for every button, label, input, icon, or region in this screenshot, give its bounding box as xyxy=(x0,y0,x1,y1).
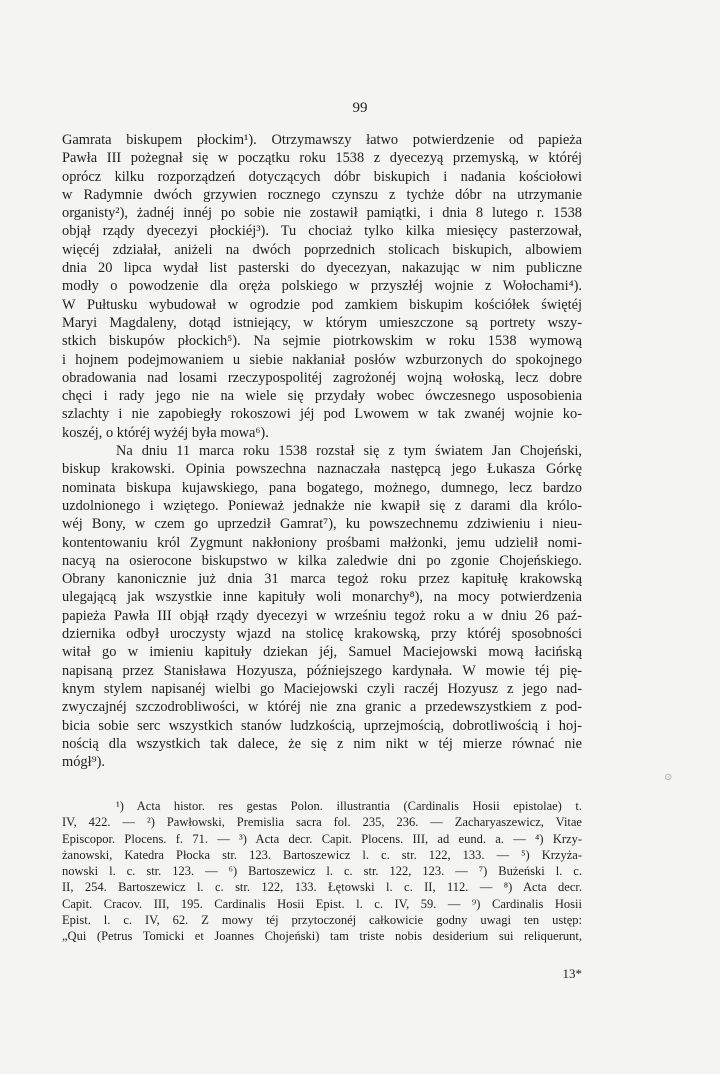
page-number: 99 xyxy=(352,100,368,116)
body-line: kontentowaniu król Zygmunt nakłoniony prośbami małżonki, jemu udzielił nomi- xyxy=(62,534,582,551)
footnote-line: nowski l. c. str. 123. — ⁶) Bartoszewicz l. c. str. 122, 123. — ⁷) Bużeński l. c. xyxy=(62,864,582,879)
footnote-line: IV, 422. — ²) Pawłowski, Premislia sacra fol. 235, 236. — Zacharyaszewicz, Vitae xyxy=(62,815,582,830)
body-line: bicia sobie serc wszystkich stanów ludzkością, uprzejmością, dobrotliwością i hoj- xyxy=(62,717,582,734)
body-line: Gamrata biskupem płockim¹). Otrzymawszy łatwo potwierdzenie od papieża xyxy=(62,132,582,148)
footnotes xyxy=(62,798,582,945)
body-line: uzdolnionego i wziętego. Ponieważ jednakże nie kwapił się z darami dla królo- xyxy=(62,497,582,514)
body-line: Maryi Magdaleny, dotąd istniejący, w którym umieszczone są portrety wszy- xyxy=(62,314,582,331)
body-line: chęci i rady jego nie na wiele się przydały wobec ówczesnego usposobienia xyxy=(62,388,582,405)
body-line: Na dniu 11 marca roku 1538 rozstał się z tym światem Jan Chojeński, xyxy=(116,443,582,460)
body-line: Pawła III pożegnał się w początku roku 1538 z dyecezyą przemyską, w któréj xyxy=(62,150,582,167)
footnote-line: II, 254. Bartoszewicz l. c. str. 122, 133. Łętowski l. c. II, 112. — ⁸) Acta decr. xyxy=(62,880,582,895)
signature-mark: 13* xyxy=(562,966,582,981)
body-line: oprócz kilku rozporządzeń dotyczących dóbr biskupich i nadania kościołowi xyxy=(62,168,582,185)
body-line: mógł⁹). xyxy=(62,754,105,771)
footnote-line: Episcopor. Plocens. f. 71. — ³) Acta decr. Capit. Plocens. III, ad eund. a. — ⁴) Krzy- xyxy=(62,831,582,846)
footnote-line: Epist. l. c. IV, 62. Z mowy téj przytoczonéj całkowicie godny uwagi ten ustęp: xyxy=(62,913,582,928)
body-line: w Radymnie dwóch grzywien rocznego czynszu z tychże dóbr na utrzymanie xyxy=(62,186,582,203)
body-line: nacyą na osierocone biskupstwo w kilka zaledwie dni po zgonie Chojeńskiego. xyxy=(62,552,582,569)
body-line: dziernika odbył uroczysty wjazd na stolicę krakowską, przy któréj sposobności xyxy=(62,626,582,643)
body-line: nością dla wszystkich tak dalece, że się z nim nikt w téj mierze równać nie xyxy=(62,735,582,752)
body-line: organisty²), żadnéj innéj po sobie nie zostawił pamiątki, i dnia 8 lutego r. 1538 xyxy=(62,205,582,222)
body-line: knym stylem napisanéj wielbi go Maciejowski czyli raczéj Hozyusz z jego nad- xyxy=(62,680,582,697)
body-line: witał go w imieniu kapituły dziekan jéj, Samuel Maciejowski mową łacińską xyxy=(62,644,582,661)
margin-mark-icon: ⊙ xyxy=(664,772,673,783)
body-line: zwyczajnéj szczodrobliwości, w któréj nie zna granic a przedewszystkiem z pod- xyxy=(62,699,582,716)
footnote-line: żanowski, Katedra Płocka str. 123. Bartoszewicz l. c. str. 122, 133. — ⁵) Krzyża- xyxy=(62,847,582,862)
footnote-line: ¹) Acta histor. res gestas Polon. illustrantia (Cardinalis Hosii epistolae) t. xyxy=(116,799,582,813)
body-line: nominata biskupa kujawskiego, pana bogatego, możnego, dumnego, lecz bardzo xyxy=(62,479,582,496)
footnote-line: Capit. Cracov. III, 195. Cardinalis Hosii Epist. l. c. IV, 59. — ⁹) Cardinalis Hosii xyxy=(62,896,582,911)
body-text xyxy=(62,131,582,771)
body-line: koszéj, o któréj wyżéj była mowa⁶). xyxy=(62,424,269,441)
body-line: i hojnem podejmowaniem u siebie nakłaniał posłów wzburzonych do spokojnego xyxy=(62,351,582,368)
body-line: W Pułtusku wybudował w ogrodzie pod zamkiem biskupim kościółek świętéj xyxy=(62,296,582,313)
body-line: wéj Bony, w czem go uprzedził Gamrat⁷), ku powszechnemu zdziwieniu i nieu- xyxy=(62,516,582,533)
body-line: dnia 20 lipca wydał list pasterski do dyecezyan, nakazując w nim publiczne xyxy=(62,260,582,277)
footnote-line: „Qui (Petrus Tomicki et Joannes Chojeński) tam triste nobis desiderium sui reliquerunt, xyxy=(62,929,582,944)
body-line: ulegającą jak wszystkie inne kapituły woli monarchy⁸), na mocy potwierdzenia xyxy=(62,589,582,606)
body-line: papieża Pawła III objął rządy dyecezyi w wrześniu tegoż roku a w dniu 26 paź- xyxy=(62,607,582,624)
body-line: objął rządy dyecezyi płockiéj³). Tu chociaż tylko kilka miesięcy pasterzował, xyxy=(62,223,582,240)
body-line: stkich biskupów płockich⁵). Na sejmie piotrkowskim w roku 1538 wymową xyxy=(62,333,582,350)
body-line: modły o powodzenie dla oręża polskiego w przyszłéj wojnie z Wołochami⁴). xyxy=(62,278,582,295)
body-line: biskup krakowski. Opinia powszechna naznaczała następcą jego Łukasza Górkę xyxy=(62,461,582,478)
body-line: obradowania nad losami rzeczypospolitéj zagrożonéj wojną wołoską, lecz dobre xyxy=(62,369,582,386)
body-line: Obrany kanonicznie już dnia 31 marca tegoż roku przez kapitułę krakowską xyxy=(62,571,582,588)
body-line: więcéj zdziałał, aniżeli na dwóch poprzednich stolicach biskupich, albowiem xyxy=(62,241,582,258)
body-line: napisaną przez Stanisława Hozyusza, późniejszego kardynała. W mowie téj pię- xyxy=(62,662,582,679)
body-line: szlachty i nie zapobiegły rokoszowi jéj pod Lwowem w tak zwanéj wojnie ko- xyxy=(62,406,582,423)
